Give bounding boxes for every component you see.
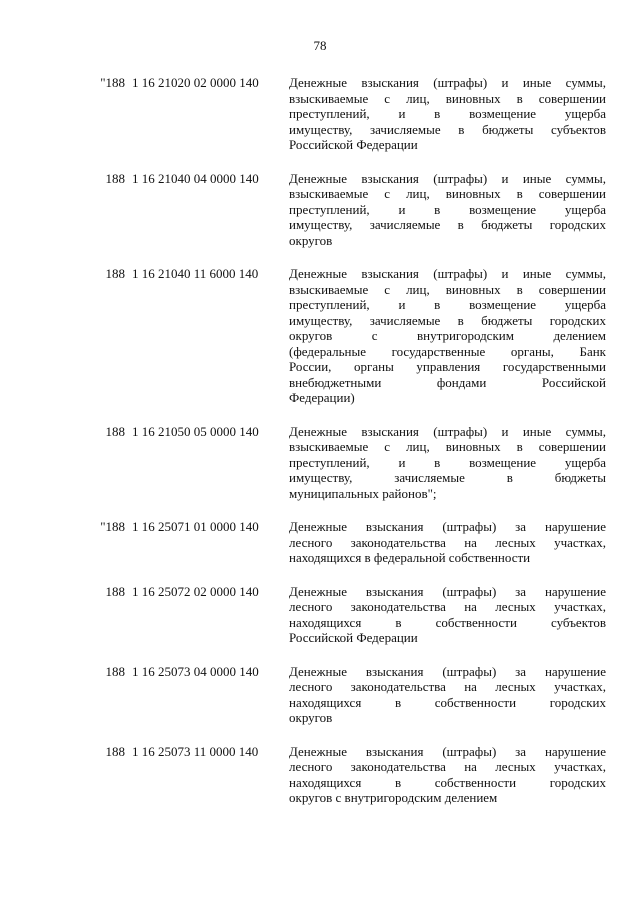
description-line: взыскиваемые с лиц, виновных в совершении bbox=[289, 90, 606, 106]
revenue-description bbox=[289, 171, 606, 249]
description-line: находящихся в собственности городских bbox=[289, 694, 606, 710]
code-entry bbox=[0, 664, 640, 726]
description-line: Денежные взыскания (штрафы) и иные суммы, bbox=[289, 423, 606, 439]
administrator-code: 188 bbox=[105, 583, 125, 599]
description-line: преступлений, и в возмещение ущерба bbox=[289, 454, 606, 470]
description-line: взыскиваемые с лиц, виновных в совершении bbox=[289, 439, 606, 454]
code-entry bbox=[0, 744, 640, 806]
administrator-code: 188 bbox=[105, 266, 125, 281]
description-line: округов bbox=[289, 710, 333, 725]
revenue-code: 1 16 25072 02 0000 140 bbox=[132, 583, 259, 599]
description-line: округов с внутригородским делением bbox=[289, 790, 498, 805]
description-line: преступлений, и в возмещение ущерба bbox=[289, 201, 606, 217]
revenue-description bbox=[289, 584, 606, 646]
description-line: Российской Федерации bbox=[289, 137, 418, 152]
code-entry bbox=[0, 171, 640, 249]
description-line: лесного законодательства на лесных участках, bbox=[289, 534, 606, 550]
budget-code-list bbox=[0, 75, 640, 806]
revenue-description bbox=[289, 744, 606, 806]
description-line: лесного законодательства на лесных участках, bbox=[289, 599, 606, 614]
description-line: преступлений, и в возмещение ущерба bbox=[289, 297, 606, 312]
code-entry bbox=[0, 584, 640, 646]
description-line: Денежные взыскания (штрафы) и иные суммы, bbox=[289, 170, 606, 186]
description-line: внебюджетными фондами Российской bbox=[289, 374, 606, 390]
description-line: имуществу, зачисляемые в бюджеты городских bbox=[289, 217, 606, 232]
description-line: лесного законодательства на лесных участках, bbox=[289, 679, 606, 694]
description-line: взыскиваемые с лиц, виновных в совершении bbox=[289, 281, 606, 297]
code-entry bbox=[0, 519, 640, 566]
revenue-code: 1 16 21020 02 0000 140 bbox=[132, 75, 259, 90]
revenue-code: 1 16 25071 01 0000 140 bbox=[132, 519, 259, 534]
administrator-code: "188 bbox=[100, 75, 125, 90]
description-line: находящихся в собственности городских bbox=[289, 774, 606, 790]
description-line: имуществу, зачисляемые в бюджеты городских bbox=[289, 312, 606, 328]
revenue-description bbox=[289, 75, 606, 153]
administrator-code: 188 bbox=[105, 423, 125, 439]
administrator-code: 188 bbox=[105, 743, 125, 759]
description-line: Денежные взыскания (штрафы) за нарушение bbox=[289, 583, 606, 599]
revenue-code: 1 16 21040 11 6000 140 bbox=[132, 266, 259, 281]
revenue-description bbox=[289, 424, 606, 502]
description-line: находящихся в федеральной собственности bbox=[289, 550, 531, 565]
description-line: находящихся в собственности субъектов bbox=[289, 614, 606, 630]
description-line: Денежные взыскания (штрафы) за нарушение bbox=[289, 519, 606, 534]
description-line: муниципальных районов"; bbox=[289, 485, 437, 501]
code-entry bbox=[0, 424, 640, 502]
description-line: взыскиваемые с лиц, виновных в совершении bbox=[289, 186, 606, 201]
revenue-description bbox=[289, 519, 606, 566]
description-line: лесного законодательства на лесных участках, bbox=[289, 759, 606, 774]
description-line: округов bbox=[289, 232, 333, 248]
description-line: Российской Федерации bbox=[289, 630, 418, 645]
administrator-code: 188 bbox=[105, 663, 125, 679]
description-line: округов с внутригородским делением bbox=[289, 328, 606, 343]
administrator-code: "188 bbox=[100, 519, 125, 534]
page-number: 78 bbox=[313, 38, 327, 53]
revenue-code: 1 16 21050 05 0000 140 bbox=[132, 423, 259, 439]
description-line: России, органы управления государственными bbox=[289, 359, 606, 374]
description-line: Федерации) bbox=[289, 390, 355, 405]
description-line: Денежные взыскания (штрафы) за нарушение bbox=[289, 743, 606, 759]
description-line: преступлений, и в возмещение ущерба bbox=[289, 106, 606, 121]
description-line: имуществу, зачисляемые в бюджеты субъектов bbox=[289, 121, 606, 137]
description-line: Денежные взыскания (штрафы) и иные суммы, bbox=[289, 266, 606, 281]
code-entry bbox=[0, 266, 640, 406]
revenue-code: 1 16 25073 04 0000 140 bbox=[132, 663, 259, 679]
description-line: Денежные взыскания (штрафы) за нарушение bbox=[289, 663, 606, 679]
revenue-code: 1 16 25073 11 0000 140 bbox=[132, 743, 259, 759]
revenue-code: 1 16 21040 04 0000 140 bbox=[132, 170, 259, 186]
revenue-description bbox=[289, 664, 606, 726]
description-line: (федеральные государственные органы, Банк bbox=[289, 343, 606, 359]
description-line: Денежные взыскания (штрафы) и иные суммы, bbox=[289, 75, 606, 90]
code-entry bbox=[0, 75, 640, 153]
description-line: имуществу, зачисляемые в бюджеты bbox=[289, 470, 606, 485]
revenue-description bbox=[289, 266, 606, 406]
administrator-code: 188 bbox=[105, 170, 125, 186]
